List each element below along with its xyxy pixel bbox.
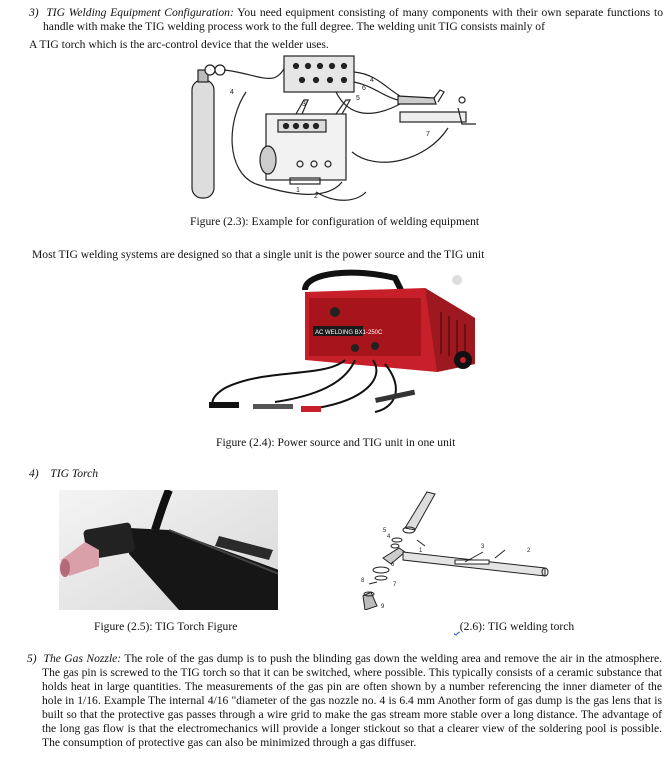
machine-label: AC WELDING BX1-250C	[315, 330, 383, 336]
section-5-heading: The Gas Nozzle:	[43, 652, 122, 665]
section-5-text: The role of the gas dump is to push the blinding gas down the welding area and remove the air in the atmosphere. The gas pin is screwed to the TIG torch so that it can be switched, where possible. This typically consists of a ceramic substance that holds heat in large quantities. The measurements of the gas pin are often shown by a number referencing the inner diameter of the hole in 1/16. Example The internal 4/16 "diameter of the gas nozzle no. 4 is 6.4 mm Another form of gas dump is the gas lens that is built so that the protective gas passes through a wire grid to make the gas stream more stable over a long distance. The advantage of the long gas flow is that the electromechanics will provide a longer stickout so that a clearer view of the soldering pool is possible. The consumption of protective gas can also be minimized through a gas diffuser.	[42, 652, 662, 749]
diagram1-label-1: 1	[296, 187, 300, 194]
diagram2-label-8: 8	[361, 578, 365, 584]
figure-2-4-caption: Figure (2.4): Power source and TIG unit in one unit	[216, 436, 456, 449]
work-piece	[400, 112, 466, 122]
control-box	[284, 56, 354, 92]
diagram1-label-4b: 4	[370, 77, 374, 84]
diagram1-label-5: 5	[356, 95, 360, 102]
figure-2-5-caption: Figure (2.5): TIG Torch Figure	[94, 620, 238, 633]
diagram1-label-4: 4	[230, 89, 234, 96]
torch-body	[398, 96, 436, 104]
welding-machine-image	[205, 268, 475, 420]
diagram2-label-7: 7	[393, 582, 397, 588]
section-3-text: You need equipment consisting of many components with their own separate functions to handle with make the TIG welding process work to the full degree. The welding unit TIG consists mainly of	[43, 6, 664, 33]
diagram1-label-6: 6	[362, 85, 366, 92]
section-4-heading	[29, 467, 98, 481]
section-3-heading: TIG Welding Equipment Configuration:	[46, 6, 234, 19]
section-4-title: TIG Torch	[50, 467, 99, 480]
nozzle	[363, 592, 377, 610]
tig-torch-photo	[59, 490, 278, 610]
tig-torch-exploded-diagram	[355, 488, 555, 610]
diagram2-label-4: 4	[387, 534, 391, 540]
back-cap	[405, 492, 435, 530]
diagram2-label-2: 2	[527, 548, 531, 554]
gas-cylinder	[192, 80, 214, 198]
figure-2-3-caption: Figure (2.3): Example for configuration of welding equipment	[190, 215, 480, 228]
diagram2-label-1: 1	[419, 548, 423, 554]
welding-configuration-diagram	[186, 52, 486, 206]
diagram2-label-3: 3	[481, 544, 485, 550]
section-5-number: 5)	[27, 652, 37, 665]
intro-line: Most TIG welding systems are designed so that a single unit is the power source and the TIG unit	[32, 248, 485, 261]
diagram2-label-5: 5	[383, 528, 387, 534]
section-3-line2: A TIG torch which is the arc-control device that the welder uses.	[29, 38, 329, 51]
figure-2-6-caption	[454, 620, 574, 634]
figure-2-6-caption-text: (2.6): TIG welding torch	[459, 620, 575, 633]
section-5-paragraph	[27, 652, 662, 750]
diagram1-label-2: 2	[314, 193, 318, 200]
diagram2-label-6: 6	[391, 562, 395, 568]
section-3-number: 3)	[29, 6, 39, 19]
diagram1-label-3: 3	[302, 101, 306, 108]
section-3-paragraph	[29, 6, 663, 34]
diagram2-label-9: 9	[381, 604, 385, 610]
section-4-number: 4)	[29, 467, 39, 480]
diagram1-label-7: 7	[426, 131, 430, 138]
